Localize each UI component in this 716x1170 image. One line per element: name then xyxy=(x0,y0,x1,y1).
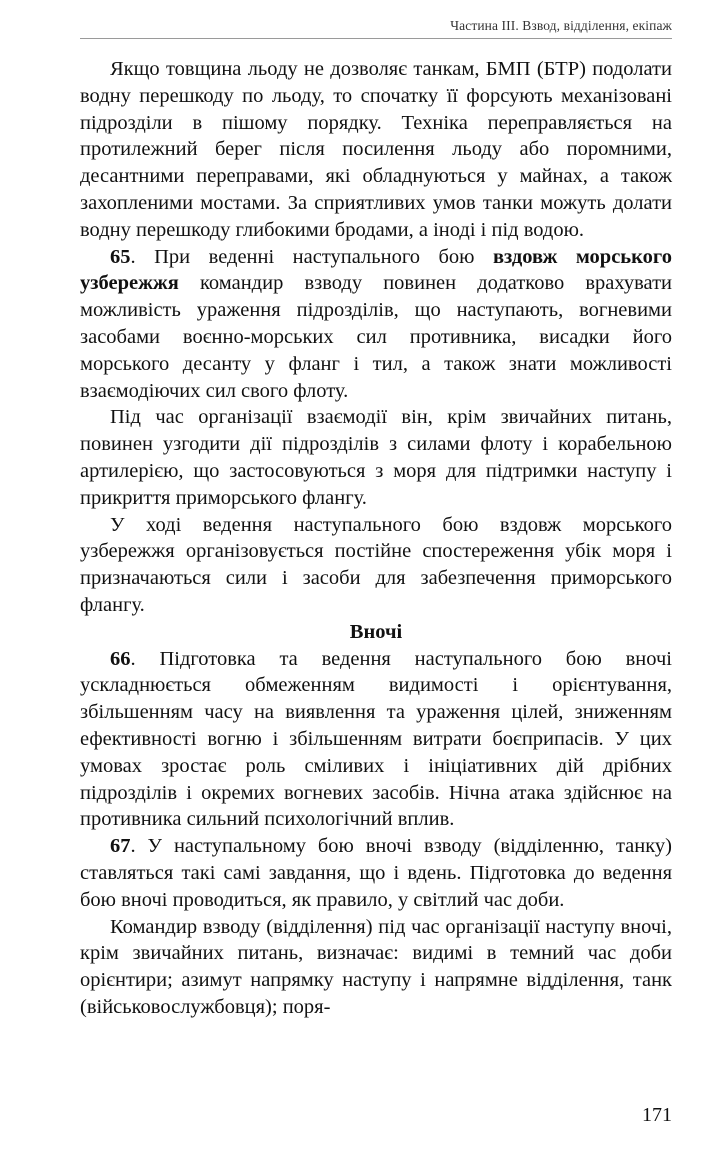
paragraph-commander-night: Командир взводу (відділення) під час організації наступу вночі, крім звичайних питань, визначає: видимі в темний час доби орієнтири; азимут напрямку наступу і напрямне відділення, танк (військовослужбовця); поря- xyxy=(80,915,672,1018)
section-heading: Вночі xyxy=(349,620,403,643)
running-header: Частина ІІІ. Взвод, відділення, екіпаж xyxy=(450,18,672,33)
paragraph-text: . Підготовка та ведення наступального бою вночі ускладнюється обмеженням видимості і орієнтування, збільшенням часу на виявлення та ураження цілей, зниженням ефективності вогню і збільшенням витрати боєприпасів. У цих умовах зростає роль сміливих і ініціативних дій дрібних підрозділів і окремих вогневих засобів. Нічна атака здійснює на противника сильний психологічний вплив. xyxy=(80,647,672,831)
paragraph-text: . При веденні наступального бою xyxy=(130,245,493,268)
paragraph-coastal-observation: У ході ведення наступального бою вздовж морського узбережжя організовується постійне спостереження убік моря і призначаються сили і засоби для забезпечення приморського флангу. xyxy=(80,513,672,616)
paragraph-66 xyxy=(80,646,672,834)
paragraph-number: 65 xyxy=(110,245,131,268)
paragraph-text: командир взводу повинен додатково врахувати можливість ураження підрозділів, що наступають, вогневими засобами воєнно-морських сил противника, висадки його морського десанту у фланг і тил, а також знати можливості взаємодіючих сил свого флоту. xyxy=(80,272,672,402)
header-divider xyxy=(80,38,672,39)
emphasis-text: вздовж морського узбережжя xyxy=(80,245,672,295)
paragraph-text: . У наступальному бою вночі взводу (відділенню, танку) ставляться такі самі завдання, що і вдень. Підготовка до ведення бою вночі проводиться, як правило, у світлий час доби. xyxy=(80,835,672,911)
body-text xyxy=(80,56,672,1021)
paragraph-number: 66 xyxy=(110,647,131,670)
paragraph-67 xyxy=(80,833,672,913)
paragraph-ice-crossing: Якщо товщина льоду не дозволяє танкам, БМП (БТР) подолати водну перешкоду по льоду, то спочатку її форсують механізовані підрозділи в пішому порядку. Техніка переправляється на протилежний берег після посилення льоду або поромними, десантними переправами, які обладнуються у майнах, а також захопленими мостами. За сприятливих умов танки можуть долати водну перешкоду глибокими бродами, а іноді і під водою. xyxy=(80,58,672,241)
page-number: 171 xyxy=(642,1104,672,1126)
paragraph-number: 67 xyxy=(110,835,131,858)
paragraph-interaction: Під час організації взаємодії він, крім звичайних питань, повинен узгодити дії підрозділів з силами флоту і корабельною артилерією, що застосовуються з моря для підтримки наступу і прикриття приморського флангу. xyxy=(80,406,672,509)
paragraph-65 xyxy=(80,244,672,405)
